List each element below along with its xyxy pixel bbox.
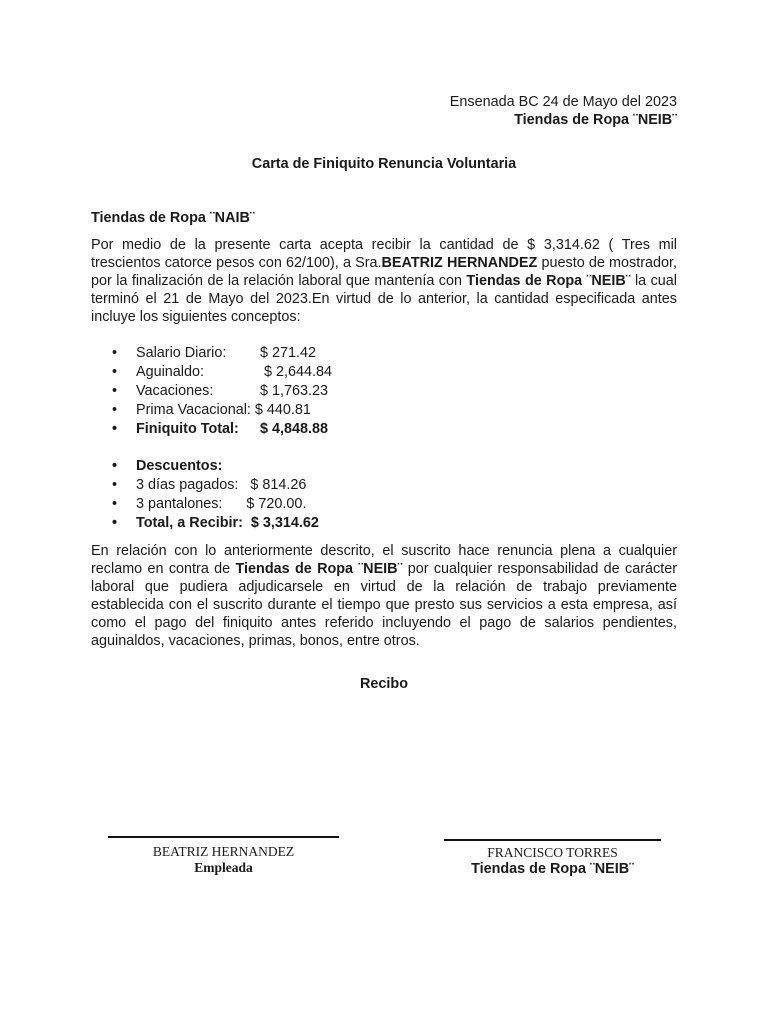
header-block xyxy=(450,93,677,129)
recibo-heading: Recibo xyxy=(360,676,408,692)
paragraph-waiver xyxy=(91,542,677,650)
list-item-heading xyxy=(112,457,319,476)
concept-value: $ 440.81 xyxy=(254,402,311,418)
employer-signature-name: FRANCISCO TORRES xyxy=(487,845,618,860)
paragraph-intro-text-2: puesto de mostrador, por la finalización de la relación laboral que mantenía con xyxy=(91,255,677,289)
paragraph-intro-company: Tiendas de Ropa ¨NEIB¨ xyxy=(466,273,631,289)
concept-value: $ 1,763.23 xyxy=(260,383,329,399)
concept-label: Aguinaldo: xyxy=(136,364,205,380)
paragraph-intro-text-1: Por medio de la presente carta acepta recibir la cantidad de $ 3,314.62 ( Tres mil trescientos catorce pesos con 62/100), a Sra. xyxy=(91,237,677,271)
letter-title: Carta de Finiquito Renuncia Voluntaria xyxy=(251,156,517,172)
deduction-label: 3 días pagados: xyxy=(136,477,239,493)
deductions-list xyxy=(112,457,319,533)
list-item xyxy=(112,363,332,382)
paragraph-waiver-text-1: En relación con lo anteriormente descrito, el suscrito hace renuncia plena a cualquier reclamo en contra de xyxy=(91,543,677,577)
list-item xyxy=(112,476,319,495)
list-item xyxy=(112,495,319,514)
concept-value: $ 4,848.88 xyxy=(260,421,329,437)
header-company: Tiendas de Ropa ¨NEIB¨ xyxy=(514,112,677,128)
list-item-total xyxy=(112,514,319,533)
deduction-label: Total, a Recibir: xyxy=(136,515,243,531)
paragraph-waiver-company: Tiendas de Ropa ¨NEIB¨ xyxy=(235,561,403,577)
deduction-value: $ 720.00. xyxy=(246,496,307,512)
deduction-label: Descuentos: xyxy=(136,458,223,474)
concept-label: Finiquito Total: xyxy=(136,421,239,437)
list-item xyxy=(112,382,332,401)
concept-label: Prima Vacacional: xyxy=(136,402,251,418)
employer-signature-line xyxy=(444,839,661,841)
concept-label: Salario Diario: xyxy=(136,345,227,361)
employee-signature-name: BEATRIZ HERNANDEZ xyxy=(152,844,295,859)
addressee: Tiendas de Ropa ¨NAIB¨ xyxy=(91,210,255,226)
paragraph-intro-text-3: la cual terminó el 21 de Mayo del 2023.En virtud de lo anterior, la cantidad especificada antes incluye los siguientes conceptos: xyxy=(91,273,677,325)
employee-name: BEATRIZ HERNANDEZ xyxy=(381,255,538,271)
employee-signature-line xyxy=(108,836,339,838)
paragraph-intro xyxy=(91,236,677,326)
deduction-value: $ 3,314.62 xyxy=(250,515,319,531)
concept-value: $ 271.42 xyxy=(260,345,317,361)
list-item xyxy=(112,344,332,363)
employee-signature-role: Empleada xyxy=(194,860,253,875)
concept-value: $ 2,644.84 xyxy=(260,364,333,380)
list-item-total xyxy=(112,420,332,439)
list-item xyxy=(112,401,332,420)
place-date: Ensenada BC 24 de Mayo del 2023 xyxy=(449,94,677,110)
deduction-label: 3 pantalones: xyxy=(136,496,223,512)
concepts-list xyxy=(112,344,332,439)
deduction-value: $ 814.26 xyxy=(250,477,307,493)
paragraph-waiver-text-2: por cualquier responsabilidad de carácter laboral que pudiera adjudicarsele en virtud de la relación de trabajo previamente establecida con el suscrito durante el tiempo que presto sus servicios a esta empresa, así como el pago del finiquito antes referido incluyendo el pago de salarios pendientes, aguinaldos, vacaciones, primas, bonos, entre otros. xyxy=(91,561,677,649)
concept-label: Vacaciones: xyxy=(136,383,214,399)
employer-signature-role: Tiendas de Ropa ¨NEIB¨ xyxy=(471,861,634,877)
